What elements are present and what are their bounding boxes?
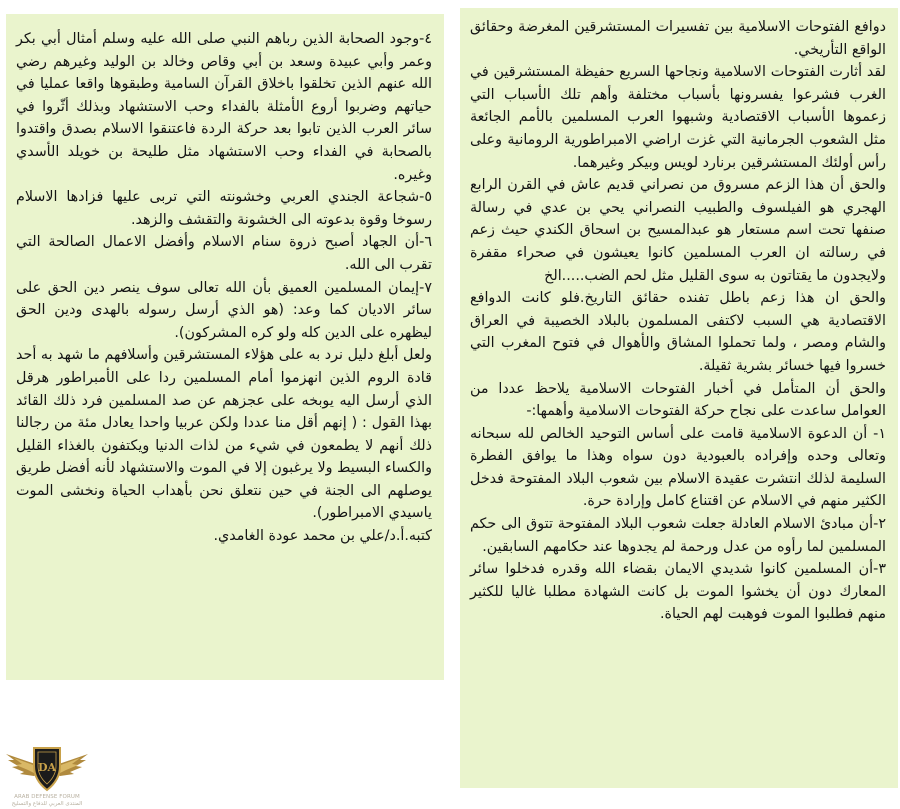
article-column-left xyxy=(6,14,444,680)
article-paragraph: والحق ان هذا زعم باطل تفنده حقائق التاريخ.فلو كانت الدوافع الاقتصادية هي السبب لاكتفى المسلمون بالبلاد الخصيبة في العراق والشام ومصر ، ولما تحملوا المشاق والأهوال في فتوح المغرب التي خسروا فيها خسائر بشرية ثقيلة. xyxy=(470,290,886,374)
article-paragraph: والحق أن هذا الزعم مسروق من نصراني قديم عاش في القرن الرابع الهجري هو الفيلسوف والطبيب النصراني يحي بن عدي في رسالة صنفها تحت اسم مستعار هو عبدالمسيح بن اسحاق الكندي حيث زعم في رسالته ان العرب المسلمين كانوا يعيشون في صحراء مقفرة ولايجدون ما يقتاتون به سوى القليل مثل لحم الضب.....الخ xyxy=(470,177,886,284)
factor-item-3: ٣-أن المسلمين كانوا شديدي الايمان بقضاء الله وقدره فدخلوا سائر المعارك دون أن يخشوا الموت بل كانت الشهادة مطلبا غاليا للكثير منهم فطلبوا الموت فوهبت لهم الحياة. xyxy=(470,561,886,623)
logo-name-ar: المنتدى العربي للدفاع والتسليح xyxy=(11,801,83,807)
article-paragraph: لقد أثارت الفتوحات الاسلامية ونجاحها السريع حفيظة المستشرقين في الغرب فشرعوا يفسرونها بأسباب مختلفة وأهم تلك الأسباب التي زعموها الأسباب الاقتصادية وشبهوا العرب المسلمين بالأمم الجائعة مثل الشعوب الجرمانية التي غزت اراضي الامبراطورية الرومانية وعلى رأس أولئك المستشرقين برنارد لويس وبيكر وغيرهما. xyxy=(470,64,886,171)
logo-name-en: ARAB DEFENSE FORUM xyxy=(14,794,80,800)
article-title: دوافع الفتوحات الاسلامية بين تفسيرات المستشرقين المغرضة وحقائق الواقع التأريخي. xyxy=(470,19,886,58)
eagle-shield-icon xyxy=(4,744,90,794)
factor-item-4: ٤-وجود الصحابة الذين رباهم النبي صلى الله عليه وسلم أمثال أبي بكر وعمر وأبي عبيدة وسعد بن أبي وقاص وخالد بن الوليد وغيرهم رضي الله عنهم الذين تخلقوا باخلاق القرآن السامية وطبقوها واقعا عمليا في حياتهم وضربوا أروع الأمثلة بالفداء وحب الاستشهاد وبذلك أثّروا في سائر العرب الذين تابوا بعد حركة الردة فاعتنقوا الاسلام بصدق واقتدوا بالصحابة في الفداء وحب الاستشهاد مثل طليحة بن خويلد الأسدي وغيره. xyxy=(16,31,432,183)
article-paragraph: ولعل أبلغ دليل نرد به على هؤلاء المستشرقين وأسلافهم ما شهد به أحد قادة الروم الذين انهزموا أمام المسلمين ردا على الأمبراطور هرقل الذي أرسل اليه يوبخه على عجزهم عن صد المسلمين فرد ذلك القائد بهذا القول : ( إنهم أقل منا عددا ولكن عربيا واحدا يعادل مئة من رجالنا ذلك أنهم لا يطمعون في شيء من لذات الدنيا ويكتفون بالغذاء القليل والكساء البسيط ولا يرغبون إلا في الموت والاستشهاد لأنه أفضل طريق يوصلهم الى الجنة في حين نتعلق نحن بأهداب الحياة ونخشى الموت ياسيدي الامبراطور). xyxy=(16,347,432,522)
factor-item-6: ٦-أن الجهاد أصبح ذروة سنام الاسلام وأفضل الاعمال الصالحة التي تقرب الى الله. xyxy=(16,234,432,273)
factor-item-7: ٧-إيمان المسلمين العميق بأن الله تعالى سوف ينصر دين الحق على سائر الاديان كما وعد: (هو الذي أرسل رسوله بالهدى ودين الحق ليظهره على الدين كله ولو كره المشركون). xyxy=(16,279,432,341)
factor-item-5: ٥-شجاعة الجندي العربي وخشونته التي تربى عليها فزادها الاسلام رسوخا وقوة بدعوته الى الخشونة والتقشف والزهد. xyxy=(16,189,432,228)
forum-logo[interactable] xyxy=(4,744,90,808)
article-paragraph: والحق أن المتأمل في أخبار الفتوحات الاسلامية يلاحظ عددا من العوامل ساعدت على نجاح حركة الفتوحات الاسلامية وأهمها:- xyxy=(470,380,886,420)
factor-item-1: ١- أن الدعوة الاسلامية قامت على أساس التوحيد الخالص لله سبحانه وتعالى وحده وإفراده بالعبودية دون سواه وهذا ما يوافق الفطرة السليمة لذلك انتشرت عقيدة الاسلام بين شعوب البلاد المفتوحة فدخل الكثير منهم في الاسلام عن اقتناع كامل وإرادة حرة. xyxy=(470,425,886,510)
author-signature: كتبه.أ.د/علي بن محمد عودة الغامدي. xyxy=(213,528,432,545)
logo-badge-text: DA xyxy=(37,761,57,774)
factor-item-2: ٢-أن مبادئ الاسلام العادلة جعلت شعوب البلاد المفتوحة تتوق الى حكم المسلمين لما رأوه من عدل ورحمة لم يجدوها عند حكامهم السابقين. xyxy=(470,516,886,555)
article-column-right xyxy=(460,8,898,788)
